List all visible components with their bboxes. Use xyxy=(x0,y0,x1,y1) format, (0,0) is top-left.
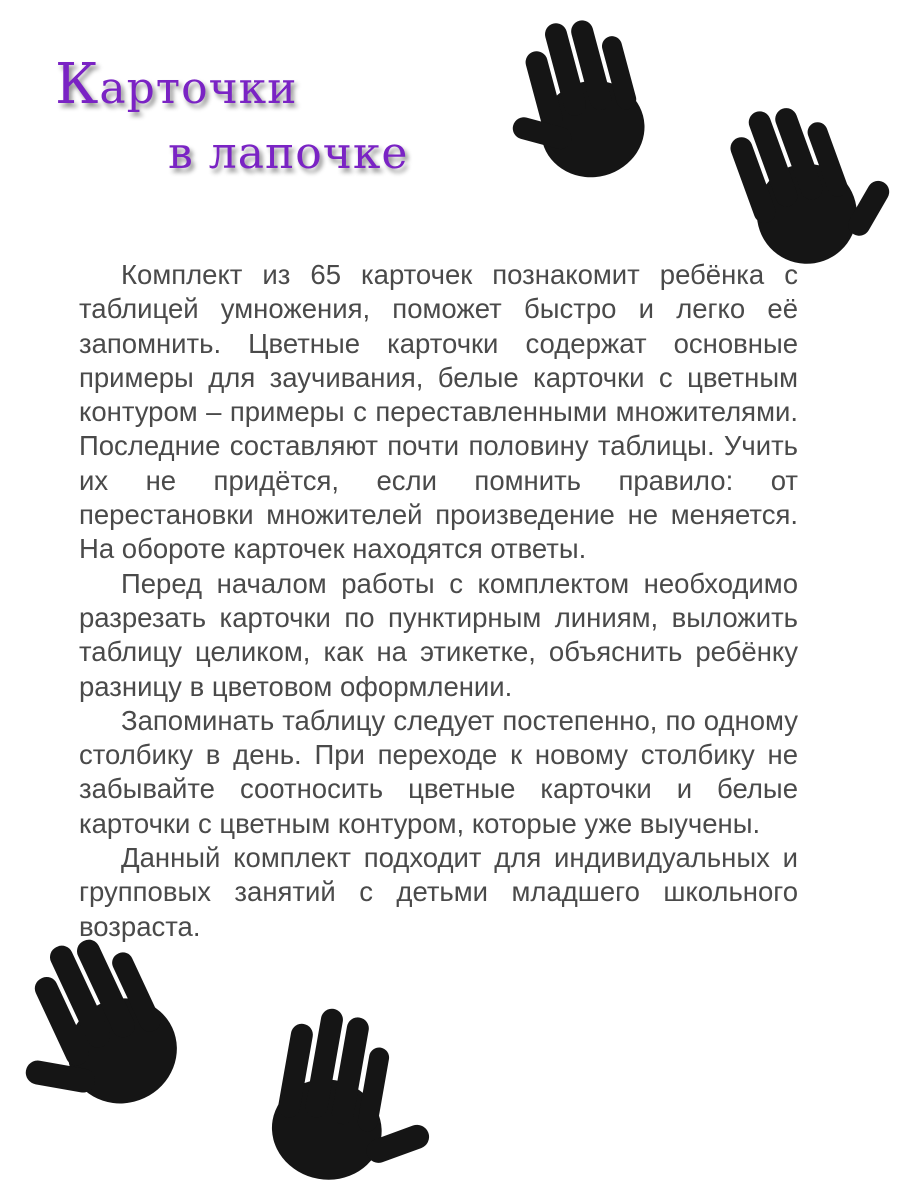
hand-print-icon xyxy=(0,915,215,1135)
hand-print-icon xyxy=(222,1000,442,1200)
hand-print-icon xyxy=(485,0,685,200)
hand-print-icon xyxy=(700,90,900,300)
paragraph-4: Данный комплект подходит для индивидуальных и групповых занятий с детьми младшего школьного возраста. xyxy=(79,842,798,942)
paragraph-1: Комплект из 65 карточек познакомит ребёнка с таблицей умножения, поможет быстро и легко её запомнить. Цветные карточки содержат основные примеры для заучивания, белые карточки с цветным контуром – примеры с переставленными множителями. Последние составляют почти половину таблицы. Учить их не придётся, если помнить правило: от перестановки множителей произведение не меняется. На обороте карточек находятся ответы. xyxy=(79,259,798,565)
title-line-1 xyxy=(55,52,298,117)
description-text xyxy=(79,258,798,944)
title-rest: арточки xyxy=(99,63,298,114)
paragraph-3: Запоминать таблицу следует постепенно, по одному столбику в день. При переходе к новому столбику не забывайте соотносить цветные карточки и белые карточки с цветным контуром, которые уже выучены. xyxy=(79,704,798,839)
title-initial: К xyxy=(55,52,100,117)
paragraph-2: Перед началом работы с комплектом необходимо разрезать карточки по пунктирным линиям, выложить таблицу целиком, как на этикетке, объяснить ребёнку разницу в цветовом оформлении. xyxy=(79,567,798,702)
title-line-2: в лапочке xyxy=(168,128,409,179)
